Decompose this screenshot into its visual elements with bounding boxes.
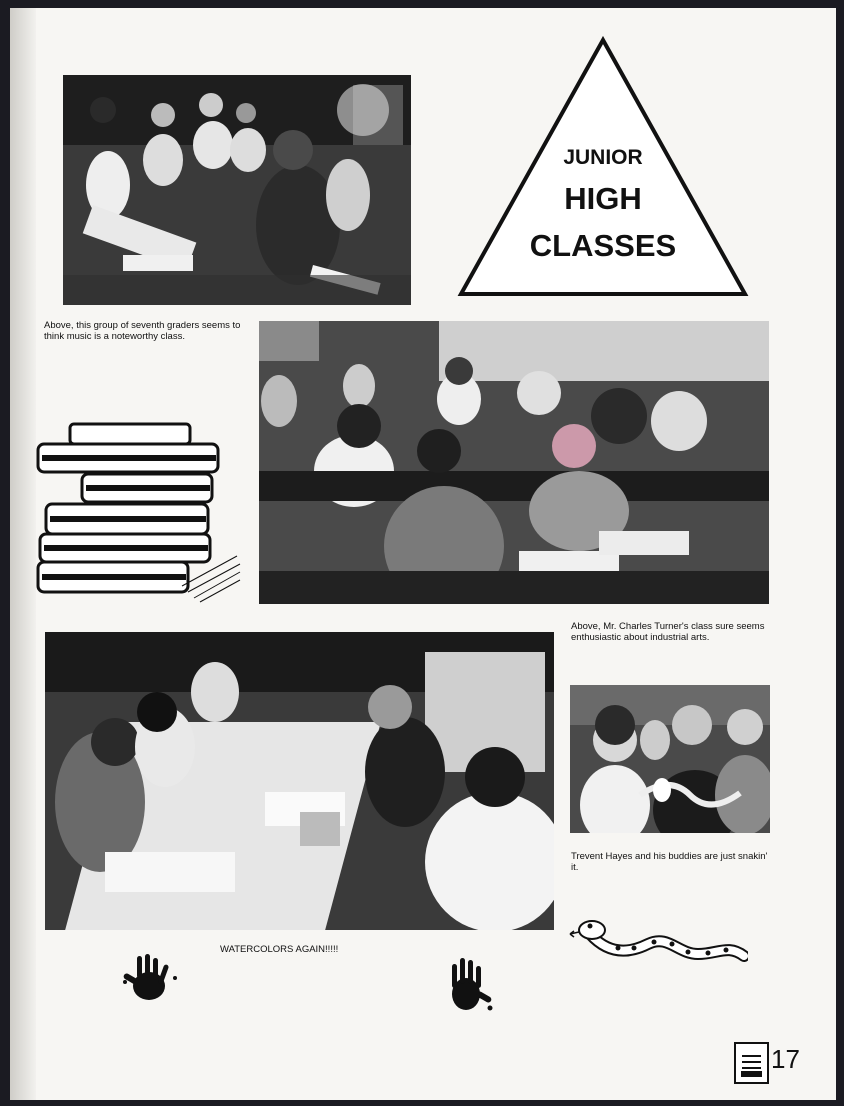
title-line-junior: JUNIOR: [563, 146, 643, 169]
snake-photo: [570, 685, 770, 833]
title-line-classes: CLASSES: [529, 228, 677, 263]
yearbook-page: [10, 8, 836, 1100]
music-caption: Above, this group of seventh graders seems to think music is a noteworthy class.: [44, 320, 241, 342]
handprint-icon-right: [442, 956, 498, 1014]
industrial-caption: Above, Mr. Charles Turner's class sure seems enthusiastic about industrial arts.: [571, 621, 765, 643]
title-triangle: [457, 36, 749, 298]
handprint-icon-left: [115, 952, 181, 1006]
page-number: 17: [771, 1044, 800, 1074]
title-line-high: HIGH: [564, 181, 642, 216]
book-stack-icon: [32, 416, 242, 606]
snake-icon: [568, 914, 748, 974]
snake-caption: Trevent Hayes and his buddies are just snakin' it.: [571, 851, 768, 873]
yearbook-logo-icon: [734, 1042, 769, 1084]
watercolor-caption: WATERCOLORS AGAIN!!!!!: [220, 944, 339, 955]
industrial-arts-photo: [259, 321, 769, 604]
watercolors-photo: [45, 632, 554, 930]
music-class-photo: [63, 75, 411, 305]
